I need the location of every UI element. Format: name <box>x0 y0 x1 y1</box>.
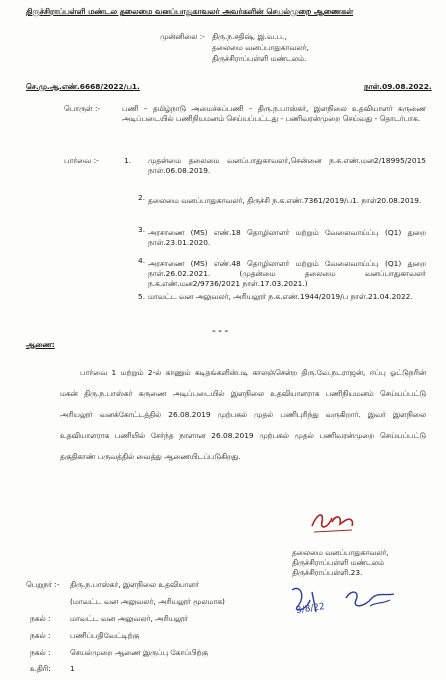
handwritten-date: 3/8/22 <box>295 602 326 616</box>
reference-item-1: முதன்மை தலைமை வனப்பாதுகாவலர்,சென்னை ந.க.எண்.மன2/18995/2015 நாள்.06.08.2019. <box>148 156 426 175</box>
spare-label: உதிரி: <box>30 664 51 673</box>
reference-number-4: 4. <box>138 256 146 265</box>
reference-item-3: அரசாணை (MS) எண்.18 தொழிலாளர் மற்றும் வேலைவாய்ப்பு (Q1) துறை நாள்.23.01.2020. <box>148 228 426 247</box>
reference-number-1: 1. <box>124 156 132 165</box>
page-title: திருச்சிராப்பள்ளி மண்டல தலைமை வனப்பாதுகாவலர் அவர்களின் செயல்முறை ஆணைகள் <box>26 7 354 16</box>
subject-text: பணி – தமிழ்நாடு அமைச்சுப்பணி – திரு.ந.பாஸ்கர், இளநிலை உதவியாளர் கருணை அடிப்படையில் பணிநியமனம் செய்யப்பட்டது - பணிவரன்முறை செய்வது - தொடர்பாக. <box>122 104 426 123</box>
presence-designation: தலைமை வனப்பாதுகாவலர், <box>212 43 309 52</box>
reference-item-2: தலைமை வனப்பாதுகாவலர், திருச்சி ந.க.எண்.7361/2019/ப1. நாள்20.08.2019. <box>148 196 422 205</box>
order-date: நாள்.09.08.2022. <box>364 82 432 91</box>
reference-number-3: 3. <box>138 225 146 234</box>
spare-count: 1 <box>70 664 75 673</box>
reference-item-4: அரசாணை (MS) எண்.48 தொழிலாளர் மற்றும் வேலைவாய்ப்பு (Q1) துறை நாள்.26.02.2021. (முதன்மை தலைமை வனப்பாதுகாவலர் ந.க.எண்.மன2/9736/2021 நாள்.17.03.2021.) <box>148 259 426 288</box>
order-heading: ஆணை: <box>26 340 55 349</box>
section-separator: – – – <box>212 326 229 335</box>
copy-label-2: நகல் : <box>30 631 51 640</box>
signature-mark <box>308 508 358 536</box>
copy-recipient-1: மாவட்ட வன அலுவலர், அரியலூர் <box>70 614 188 623</box>
reference-item-5: மாவட்ட வன அலுவலர், அரியலூர் ந.க.எண்.1944/2019/ப நாள்.21.04.2022. <box>148 292 413 301</box>
reference-number-2: 2. <box>138 193 146 202</box>
copy-label-1: நகல் : <box>30 614 51 623</box>
copy-recipient-3: செயல்முறை ஆணை இருப்பு கோப்பிற்கு <box>70 648 209 657</box>
presence-place: திருச்சிராப்பள்ளி மண்டலம். <box>212 54 307 63</box>
references-label: பார்வை :- <box>64 156 99 165</box>
presence-label: முன்னிலை :- <box>160 32 205 41</box>
subject-label: பொருள் :- <box>64 104 101 113</box>
copy-label-3: நகல் : <box>30 648 51 657</box>
reference-number-5: 5. <box>138 292 146 301</box>
signature-place: திருச்சிராப்பள்ளி.23. <box>292 568 363 577</box>
order-body: பார்வை 1 மற்றும் 2-ல் காணும் கடிதங்களின்படி காலஞ்சென்ற திரு.வே.நடராஜன், ஈப்பு ஓட்டுநரின் மகன் திரு.ந.பாஸ்கர் கருணை அடிப்படையில் இளநிலை உதவியாளராக பணிநியமனம் செய்யப்பட்டு அரியலூர் வனக்கோட்டத்தில் 26.08.2019 முற்பகல் முதல் பணிபுரிந்து வருகிறார். இவர் இளநிலை உதவியாளராக பணியில் சேர்ந்த நாளான 26.08.2019 முற்பகல் முதல் பணிவரன்முறை செய்யப்பட்டு தகுதிகாண் பருவத்தில் வைத்து ஆணையிடப்படுகிறது. <box>60 368 426 461</box>
copy-recipient-2: பணிப்பதிவேட்டிற்கு <box>70 631 140 640</box>
receiver-label: பெறுநர் :- <box>26 580 60 589</box>
signature-designation: தலைமை வனப்பாதுகாவலர், <box>292 548 389 557</box>
receiver-name: திரு.ந.பாஸ்கர், இளநிலை உதவியாளர் <box>70 580 200 589</box>
receiver-via: (மாவட்ட வன அலுவலர், அரியலூர் மூலமாக) <box>70 597 225 606</box>
reference-number: செ.மு.ஆ.எண்.6668/2022/ப1. <box>26 82 140 91</box>
presence-name: திரு.ந.சதிஷ், இ.வ.ப., <box>212 32 287 41</box>
signature-region: திருச்சிராப்பள்ளி மண்டலம் <box>292 558 384 567</box>
